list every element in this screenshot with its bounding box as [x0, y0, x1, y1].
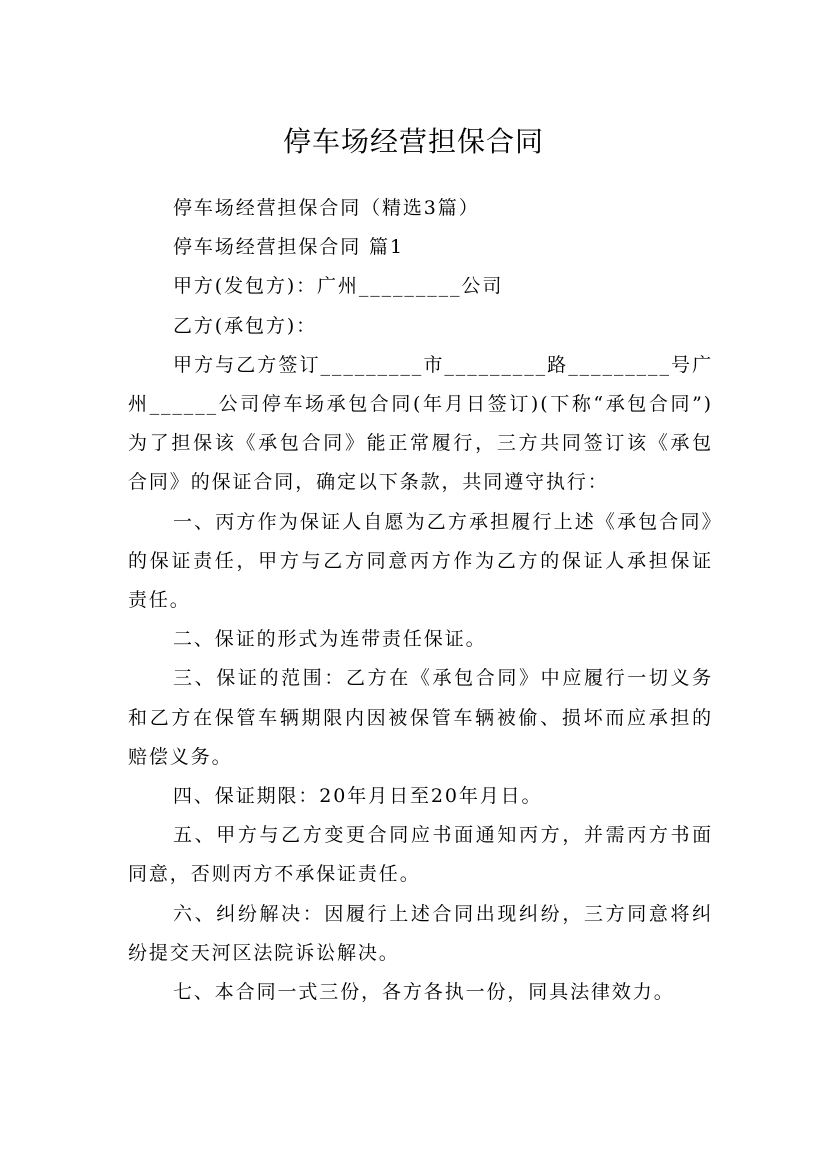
paragraph-clause-1: 一、丙方作为保证人自愿为乙方承担履行上述《承包合同》的保证责任，甲方与乙方同意丙方作为乙方的保证人承担保证责任。 [128, 510, 713, 612]
paragraph-party-b: 乙方(承包方)： [173, 314, 318, 337]
paragraph-clause-6: 六、纠纷解决：因履行上述合同出现纠纷，三方同意将纠纷提交天河区法院诉讼解决。 [128, 902, 713, 964]
paragraph-clause-2: 二、保证的形式为连带责任保证。 [173, 628, 487, 651]
paragraph-clause-3: 三、保证的范围：乙方在《承包合同》中应履行一切义务和乙方在保管车辆期限内因被保管车辆被偷、损坏而应承担的赔偿义务。 [128, 667, 713, 768]
document-body [128, 189, 713, 1012]
paragraph-clause-4: 四、保证期限：20年月日至20年月日。 [173, 785, 543, 808]
paragraph-preamble: 甲方与乙方签订_________市_________路_________号广州______公司停车场承包合同(年月日签订)(下称“承包合同”)为了担保该《承包合同》能正常履行，三方共同签订该《承包合同》的保证合同，确定以下条款，共同遵守执行： [128, 353, 713, 494]
paragraph-section-heading: 停车场经营担保合同 篇1 [173, 236, 404, 259]
paragraph-party-a: 甲方(发包方)：广州_________公司 [173, 275, 504, 298]
paragraph-clause-5: 五、甲方与乙方变更合同应书面通知丙方，并需丙方书面同意，否则丙方不承保证责任。 [128, 824, 713, 886]
paragraph-clause-7: 七、本合同一式三份，各方各执一份，同具法律效力。 [173, 981, 675, 1004]
paragraph-subtitle: 停车场经营担保合同（精选3篇） [173, 197, 480, 219]
page-title: 停车场经营担保合同 [282, 124, 544, 158]
